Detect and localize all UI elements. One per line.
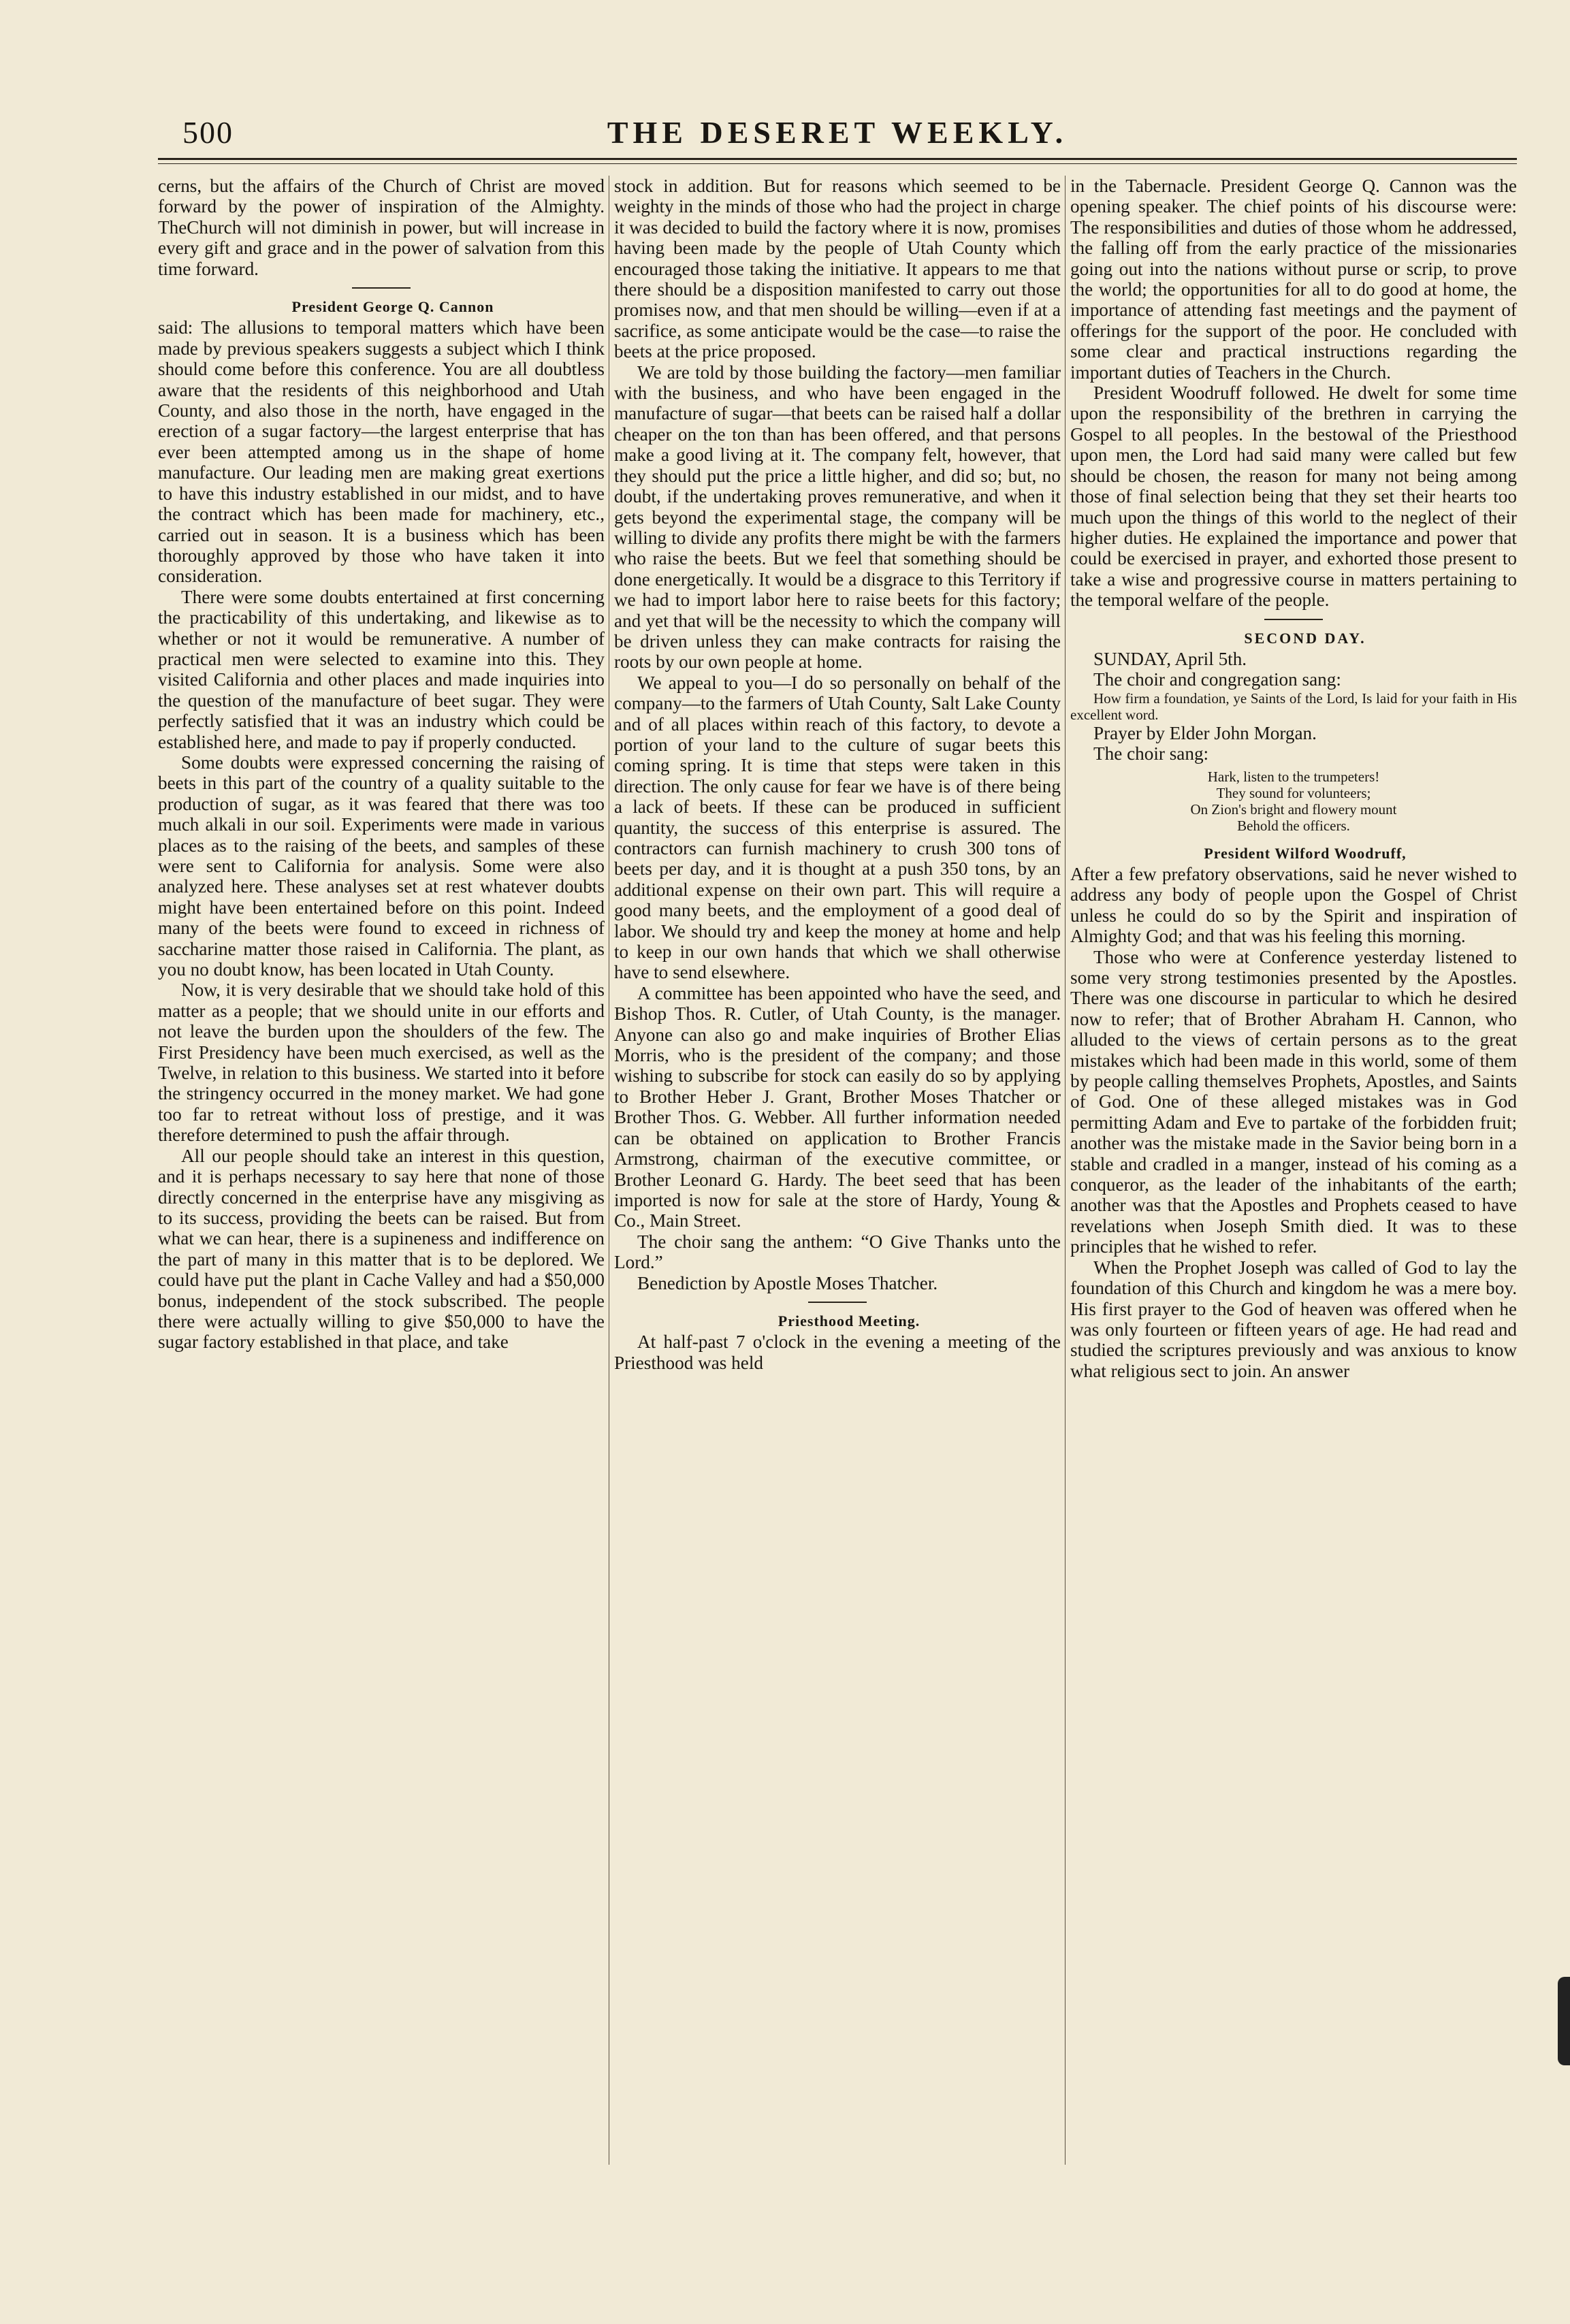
paragraph: A committee has been appointed who have the seed, and Bishop Thos. R. Cutler, of Utah County, is the manager. Anyone can also go and make inquiries of Brother Elias Morris, who is the president of the company; and those wishing to subscribe for stock can easily do so by applying to Brother Heber J. Grant, Brother Moses Thatcher or Brother Thos. G. Webber. All further information needed can be obtained on application to Brother Francis Armstrong, chairman of the executive committee, or Brother Leonard G. Hardy. The beet seed that has been imported is now for sale at the store of Hardy, Young & Co., Main Street. — [614, 982, 1061, 1231]
header-rule — [158, 158, 1517, 160]
poem-line: They sound for volunteers; — [1216, 784, 1371, 801]
paragraph: Benediction by Apostle Moses Thatcher. — [637, 1272, 938, 1293]
section-heading: President Wilford Woodruff, — [1204, 844, 1407, 862]
column-divider — [1065, 176, 1066, 2165]
section-heading: Priesthood Meeting. — [778, 1312, 920, 1329]
column-3 — [1070, 176, 1517, 1381]
paragraph: We are told by those building the factory—men familiar with the business, and who have been engaged in the manufacture of sugar—that beets can be raised half a dollar cheaper on the ton than has been offered, and that persons make a good living at it. The company felt, however, that they should put the price a little higher, and did so; but, no doubt, if the undertaking proves remunerative, and when it gets beyond the experimental stage, the company will be willing to divide any profits there might be with the farmers who raise the beets. But we feel that something should be done energetically. It would be a disgrace to this Territory if we had to import labor here to raise beets for this factory; and yet that will be the necessity to which the company will be driven unless they can make contracts for raising the roots by our own people at home. — [614, 361, 1061, 673]
poem-line: Hark, listen to the trumpeters! — [1207, 768, 1380, 785]
paragraph: cerns, but the affairs of the Church of Christ are moved forward by the power of inspiration of the Almighty. TheChurch will not diminish in power, but will increase in every gift and grace and in the power of salvation from this time forward. — [158, 176, 605, 279]
paragraph: Prayer by Elder John Morgan. — [1093, 722, 1317, 743]
column-1 — [158, 176, 605, 1353]
paragraph: in the Tabernacle. President George Q. Cannon was the opening speaker. The chief points of his discourse were: The responsibilities and duties of those whom he addressed, the falling off from the early practice of the missionaries going out into the nations without purse or scrip, to prove the world; the opportunities for all to do good at home, the importance of attending fast meetings and the payment of offerings for the support of the poor. He concluded with some clear and practical instructions regarding the important duties of Teachers in the Church. — [1070, 176, 1517, 383]
binding-mark — [1558, 1977, 1570, 2065]
separator-rule — [808, 1302, 867, 1303]
section-heading: President George Q. Cannon — [291, 298, 494, 316]
paragraph: All our people should take an interest in this question, and it is perhaps necessary to say here that none of those directly concerned in the enterprise have any misgiving as to its success, providing the beets can be raised. But from what we can hear, there is a supineness and indifference on the part of many in this matter that is to be deplored. We could have put the plant in Cache Valley and had a $50,000 bonus, independent of the stock subscribed. The people there were actually willing to give $50,000 to have the sugar factory established in that place, and take — [158, 1145, 605, 1353]
header-rule-thin — [158, 163, 1517, 164]
paragraph: President Woodruff followed. He dwelt for some time upon the responsibility of the brethren in carrying the Gospel to all peoples. In the bestowal of the Priesthood upon men, the Lord had said many were called but few should be chosen, the reason for many not being among those of final selection being that they set their hearts too much upon the things of this world to the neglect of their higher duties. He explained the importance and power that could be exercised in prayer, and exhorted those present to take a wise and progressive course in matters pertaining to the temporal welfare of the people. — [1070, 383, 1517, 611]
paragraph: said: The allusions to temporal matters which have been made by previous speakers suggests a subject which I think should come before this conference. You are all doubtless aware that the residents of this neighborhood and Utah County, and also those in the north, have engaged in the erection of a sugar factory—the largest enterprise that has ever been attempted among us in the shape of home manufacture. Our leading men are making great exertions to have this industry established in our midst, and to have the contract which has been made for machinery, etc., carried out in season. It is a business which has been thoroughly approved by those who have taken it into consideration. — [158, 317, 605, 587]
paragraph: Those who were at Conference yesterday listened to some very strong testimonies presented by the Apostles. There was one discourse in particular to which he desired now to refer; that of Brother Abraham H. Cannon, who alluded to the views of certain persons as to the great mistakes which had been made in this world, some of them by people calling themselves Prophets, Apostles, and Saints of God. One of these alleged mistakes was in God permitting Adam and Eve to partake of the forbidden fruit; another was the mistake made in the Savior being born in a stable and cradled in a manger, instead of his coming as a conqueror, as the leader of the inhabitants of the earth; another was that the Apostles and Prophets ceased to have revelations when Joseph Smith died. It was to these principles that he wished to refer. — [1070, 946, 1517, 1257]
paragraph: The choir sang: — [1093, 743, 1209, 764]
page-number: 500 — [182, 115, 234, 150]
hymn-lines: How firm a foundation, ye Saints of the Lord, Is laid for your faith in His excellent word. — [1070, 690, 1517, 723]
paragraph: The choir sang the anthem: “O Give Thanks unto the Lord.” — [614, 1231, 1061, 1273]
masthead-title: THE DESERET WEEKLY. — [607, 115, 1068, 150]
poem-line: Behold the officers. — [1237, 817, 1350, 834]
separator-rule — [352, 287, 411, 289]
column-2 — [614, 176, 1061, 1373]
paragraph: When the Prophet Joseph was called of God to lay the foundation of this Church and kingdom he was a mere boy. His first prayer to the God of heaven was offered when he was only fourteen or fifteen years of age. He had read and studied the scriptures previously and was anxious to know what religious sect to join. An answer — [1070, 1257, 1517, 1381]
paragraph: Now, it is very desirable that we should take hold of this matter as a people; that we should unite in our efforts and not leave the burden upon the shoulders of the few. The First Presidency have been much exercised, as well as the Twelve, in relation to this business. We started into it before the stringency occurred in the money market. We had gone too far to retreat without loss of prestige, and it was therefore determined to push the affair through. — [158, 980, 605, 1146]
paragraph: Some doubts were expressed concerning the raising of beets in this part of the country of a quality suitable to the production of sugar, as it was feared that there was too much alkali in our soil. Experiments were made in various places as to the raising of the beets, and samples of these were sent to California for analysis. Some were also analyzed here. These analyses set at rest whatever doubts might have been entertained before on this point. Indeed many of the beets were found to exceed in richness of saccharine matter those raised in California. The plant, as you no doubt know, has been located in Utah County. — [158, 752, 605, 980]
page-header — [158, 114, 1517, 154]
paragraph: At half-past 7 o'clock in the evening a meeting of the Priesthood was held — [614, 1332, 1061, 1373]
dateline: SUNDAY, April 5th. — [1093, 648, 1247, 669]
section-heading: SECOND DAY. — [1244, 629, 1366, 647]
poem-line: On Zion's bright and flowery mount — [1190, 801, 1397, 818]
paragraph: There were some doubts entertained at first concerning the practicability of this undertaking, and likewise as to whether or not it would be remunerative. A number of practical men were selected to examine into this. They visited California and other places and made inquiries into the question of the manufacture of beet sugar. They were perfectly satisfied that it was an industry which could be established here, and made to pay if properly conducted. — [158, 586, 605, 752]
poem-stanza — [1070, 769, 1517, 834]
paragraph: The choir and congregation sang: — [1093, 669, 1341, 690]
paragraph: stock in addition. But for reasons which seemed to be weighty in the minds of those who had the project in charge it was decided to build the factory where it is now, promises having been made by the people of Utah County which encouraged those taking the initiative. It appears to me that there should be a disposition manifested to carry out those promises now, and that men should be willing—even if at a sacrifice, as some anticipate would be the case—to raise the beets at the price proposed. — [614, 176, 1061, 362]
paragraph: We appeal to you—I do so personally on behalf of the company—to the farmers of Utah County, Salt Lake County and of all places within reach of this factory, to devote a portion of your land to the culture of sugar beets this coming spring. It is time that steps were taken in this direction. The only cause for fear we have is of there being a lack of beets. If these can be produced in sufficient quantity, the success of this enterprise is assured. The contractors can furnish machinery to crush 300 tons of beets per day, and it is thought at a push 350 tons, by an additional expense on their own part. This will require a good many beets, and the employment of a good deal of labor. We should try and keep the money at home and help to keep in our own hands that which we shall otherwise have to send elsewhere. — [614, 672, 1061, 983]
paragraph: After a few prefatory observations, said he never wished to address any body of people upon the Gospel of Christ unless he could do so by the Spirit and inspiration of Almighty God; and that was his feeling this morning. — [1070, 863, 1517, 947]
separator-rule — [1264, 619, 1323, 620]
